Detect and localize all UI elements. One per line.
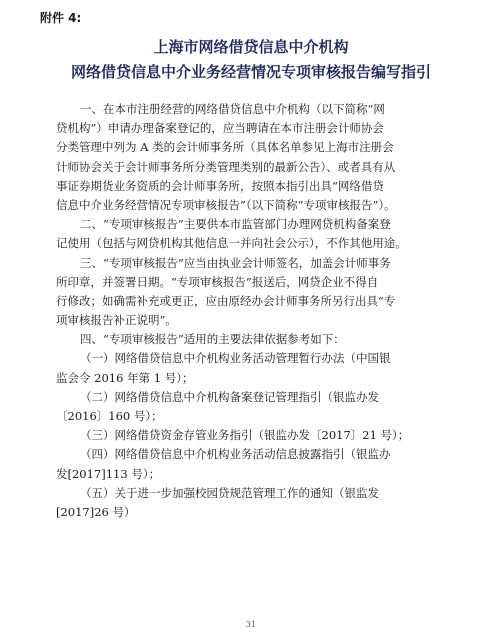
paragraph-line: （二）网络借贷信息中介机构备案登记管理指引（银监办发: [80, 389, 379, 404]
paragraph-line: 所印章，并签署日期。“专项审核报告”报送后，网贷企业不得自: [56, 274, 379, 289]
attachment-label: 附件 4:: [40, 11, 82, 25]
paragraph-line: 贷机构”）申请办理备案登记的，应当聘请在本市注册会计师协会: [56, 121, 384, 136]
paragraph-line: （一）网络借贷信息中介机构业务活动管理暂行办法（中国银: [80, 351, 391, 366]
reference-item-2: [56, 388, 466, 426]
reference-item-4: [56, 445, 466, 483]
document-body: [56, 100, 466, 522]
paragraph-line: 行修改；如确需补充或更正，应由原经办会计师事务所另行出具“专: [56, 293, 396, 308]
paragraph-line: 记使用（包括与网贷机构其他信息一并向社会公示），不作其他用途。: [56, 236, 407, 251]
paragraph-line: 信息中介业务经营情况专项审核报告”（以下简称“专项审核报告”）。: [56, 197, 396, 212]
paragraph-line: 计师协会关于会计师事务所分类管理类别的最新公告）、或者具有从: [56, 159, 396, 174]
reference-item-1: [56, 349, 466, 387]
paragraph-line: 项审核报告补正说明”。: [56, 313, 177, 328]
paragraph-section-1: [56, 100, 466, 215]
reference-item-3: [56, 426, 466, 445]
document-title-line1: 上海市网络借贷信息中介机构: [153, 38, 349, 56]
paragraph-line: 发[2017]113 号）；: [56, 466, 161, 481]
paragraph-line: （三）网络借贷资金存管业务指引（银监办发〔2017〕21 号）；: [80, 428, 410, 443]
paragraph-line: [2017]26 号）: [56, 504, 136, 519]
page-number: 31: [245, 620, 257, 629]
document-title-line2: 网络借贷信息中介业务经营情况专项审核报告编写指引: [70, 63, 431, 81]
paragraph-section-2: [56, 215, 466, 253]
paragraph-line: 一、在本市注册经营的网络借贷信息中介机构（以下简称“网: [80, 102, 385, 116]
paragraph-section-4: [56, 330, 466, 349]
paragraph-line: （四）网络借贷信息中介机构业务活动信息披露指引（银监办: [80, 447, 391, 462]
paragraph-line: 事证券期货业务资质的会计师事务所，按照本指引出具“网络借贷: [56, 178, 384, 193]
reference-item-5: [56, 484, 466, 522]
paragraph-line: 三、“专项审核报告”应当由执业会计师签名，加盖会计师事务: [80, 255, 391, 270]
paragraph-line: 〔2016〕160 号）；: [56, 409, 163, 423]
paragraph-line: 监会令 2016 年第 1 号）；: [56, 370, 194, 385]
paragraph-line: 四、“专项审核报告”适用的主要法律依据参考如下：: [80, 332, 345, 347]
paragraph-line: 分类管理中列为 A 类的会计师事务所（具体名单参见上海市注册会: [56, 140, 394, 155]
paragraph-line: 二、“专项审核报告”主要供本市监管部门办理网贷机构备案登: [80, 217, 391, 232]
paragraph-section-3: [56, 254, 466, 331]
paragraph-line: （五）关于进一步加强校园贷规范管理工作的通知（银监发: [80, 485, 379, 500]
